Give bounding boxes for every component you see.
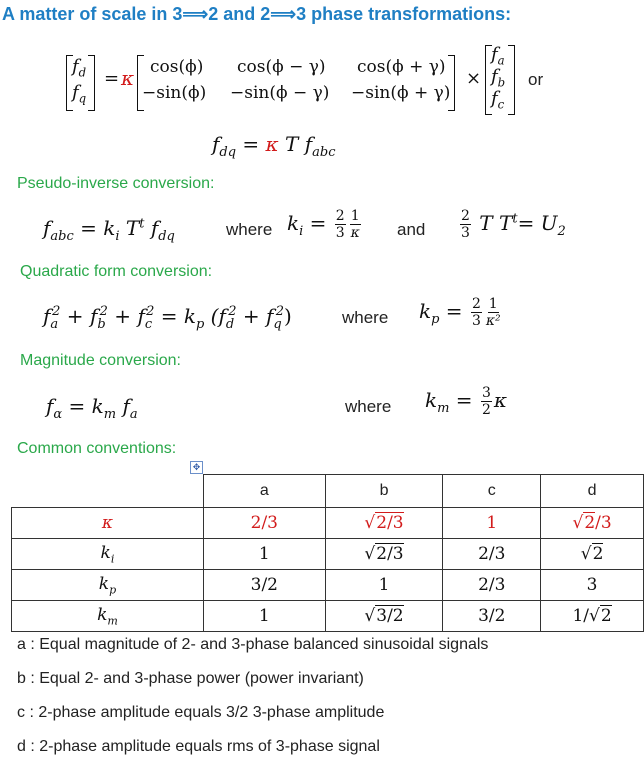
table-cell: 2/3	[443, 570, 541, 601]
table-row	[12, 570, 644, 601]
table-cell: √2/3	[541, 508, 644, 539]
and-label: and	[397, 220, 426, 239]
lhs-fq: $f_q$	[72, 82, 87, 106]
title-part-1: A matter of scale in 3	[2, 4, 183, 24]
vec-fb: $f_b$	[491, 66, 506, 90]
row-label: $k_m$	[12, 601, 204, 632]
pseudo-equation: $f_{abc} = k_i$ $T^t$ $f_{dq}$	[43, 216, 175, 244]
column-header: a	[203, 475, 325, 508]
table-cell: 1/√2	[541, 601, 644, 632]
table-cell: √2/3	[325, 539, 443, 570]
quadratic-equation: $f_a^2 + f_b^2 + f_c^2 = k_p$ $(f_d^2 + f_q^2)$	[43, 304, 292, 332]
matrix-bracket-right	[448, 55, 455, 111]
times-sign: ×	[466, 68, 482, 89]
row-label: κ	[12, 508, 204, 539]
kp-definition: $k_p$ = $\frac{2}{3}$ $\frac{1}{\text{κ²}}$	[419, 296, 501, 329]
title-part-2: 2 and 2	[208, 4, 271, 24]
lhs-bracket-right	[88, 55, 95, 111]
table-cell: √3/2	[325, 601, 443, 632]
section-magnitude: Magnitude conversion:	[20, 352, 181, 369]
table-cell: 1	[443, 508, 541, 539]
table-cell: 2/3	[203, 508, 325, 539]
table-cell: 1	[203, 539, 325, 570]
where-label: where	[345, 397, 392, 416]
section-common-conventions: Common conventions:	[17, 440, 177, 457]
matrix-cell: cos(ϕ)	[150, 57, 204, 77]
lhs-fd: $f_d$	[72, 56, 87, 80]
table-cell: 3/2	[203, 570, 325, 601]
vec-fa: $f_a$	[491, 44, 505, 68]
table-cell: 1	[203, 601, 325, 632]
table-cell: 2/3	[443, 539, 541, 570]
column-header: d	[541, 475, 644, 508]
km-definition: $k_m$ = $\frac{3}{2}$ κ	[425, 385, 507, 418]
table-header-row	[12, 475, 644, 508]
arrow-icon: ⟹	[270, 4, 297, 24]
magnitude-equation: $f_\alpha = k_m$ $f_a$	[46, 394, 138, 422]
section-quadratic-form: Quadratic form conversion:	[20, 263, 213, 280]
matrix-cell: cos(ϕ − γ)	[237, 57, 326, 77]
or-word: or	[528, 70, 544, 89]
matrix-cell: −sin(ϕ − γ)	[230, 83, 330, 103]
kappa-symbol: κ	[121, 66, 135, 90]
vec-bracket-right	[508, 45, 515, 115]
matrix-cell: cos(ϕ + γ)	[357, 57, 446, 77]
conventions-table	[11, 474, 644, 632]
matrix-cell: −sin(ϕ)	[142, 83, 207, 103]
row-label: $k_p$	[12, 570, 204, 601]
column-header: c	[443, 475, 541, 508]
where-label: where	[342, 308, 389, 327]
table-cell: 3/2	[443, 601, 541, 632]
table-row	[12, 508, 644, 539]
page-title	[2, 4, 511, 25]
section-pseudo-inverse: Pseudo-inverse conversion:	[17, 175, 215, 192]
table-cell: √2/3	[325, 508, 443, 539]
table-row	[12, 539, 644, 570]
vec-fc: $f_c$	[491, 88, 505, 112]
footnote-a: a : Equal magnitude of 2- and 3-phase balanced sinusoidal signals	[17, 636, 489, 653]
row-label: $k_i$	[12, 539, 204, 570]
title-part-3: 3 phase transformations:	[296, 4, 512, 24]
arrow-icon: ⟹	[182, 4, 209, 24]
orthogonality-equation: $\frac{2}{3}$ T $T^t= U_2$	[461, 208, 566, 241]
compact-equation: $f_{dq} = \kappa$ T $f_{abc}$	[212, 132, 336, 160]
where-label: where	[226, 220, 273, 239]
table-cell: √2	[541, 539, 644, 570]
footnote-d: d : 2-phase amplitude equals rms of 3-phase signal	[17, 738, 380, 755]
footnote-b: b : Equal 2- and 3-phase power (power invariant)	[17, 670, 364, 687]
column-header: b	[325, 475, 443, 508]
table-row	[12, 601, 644, 632]
table-cell: 3	[541, 570, 644, 601]
footnote-c: c : 2-phase amplitude equals 3/2 3-phase amplitude	[17, 704, 385, 721]
table-corner	[12, 475, 204, 508]
ki-definition: $k_i$ = $\frac{2}{3}$ $\frac{1}{\kappa}$	[287, 208, 360, 241]
table-cell: 1	[325, 570, 443, 601]
matrix-cell: −sin(ϕ + γ)	[351, 83, 451, 103]
equals-sign: =	[104, 68, 120, 89]
move-handle-icon[interactable]: ✥	[190, 461, 203, 474]
